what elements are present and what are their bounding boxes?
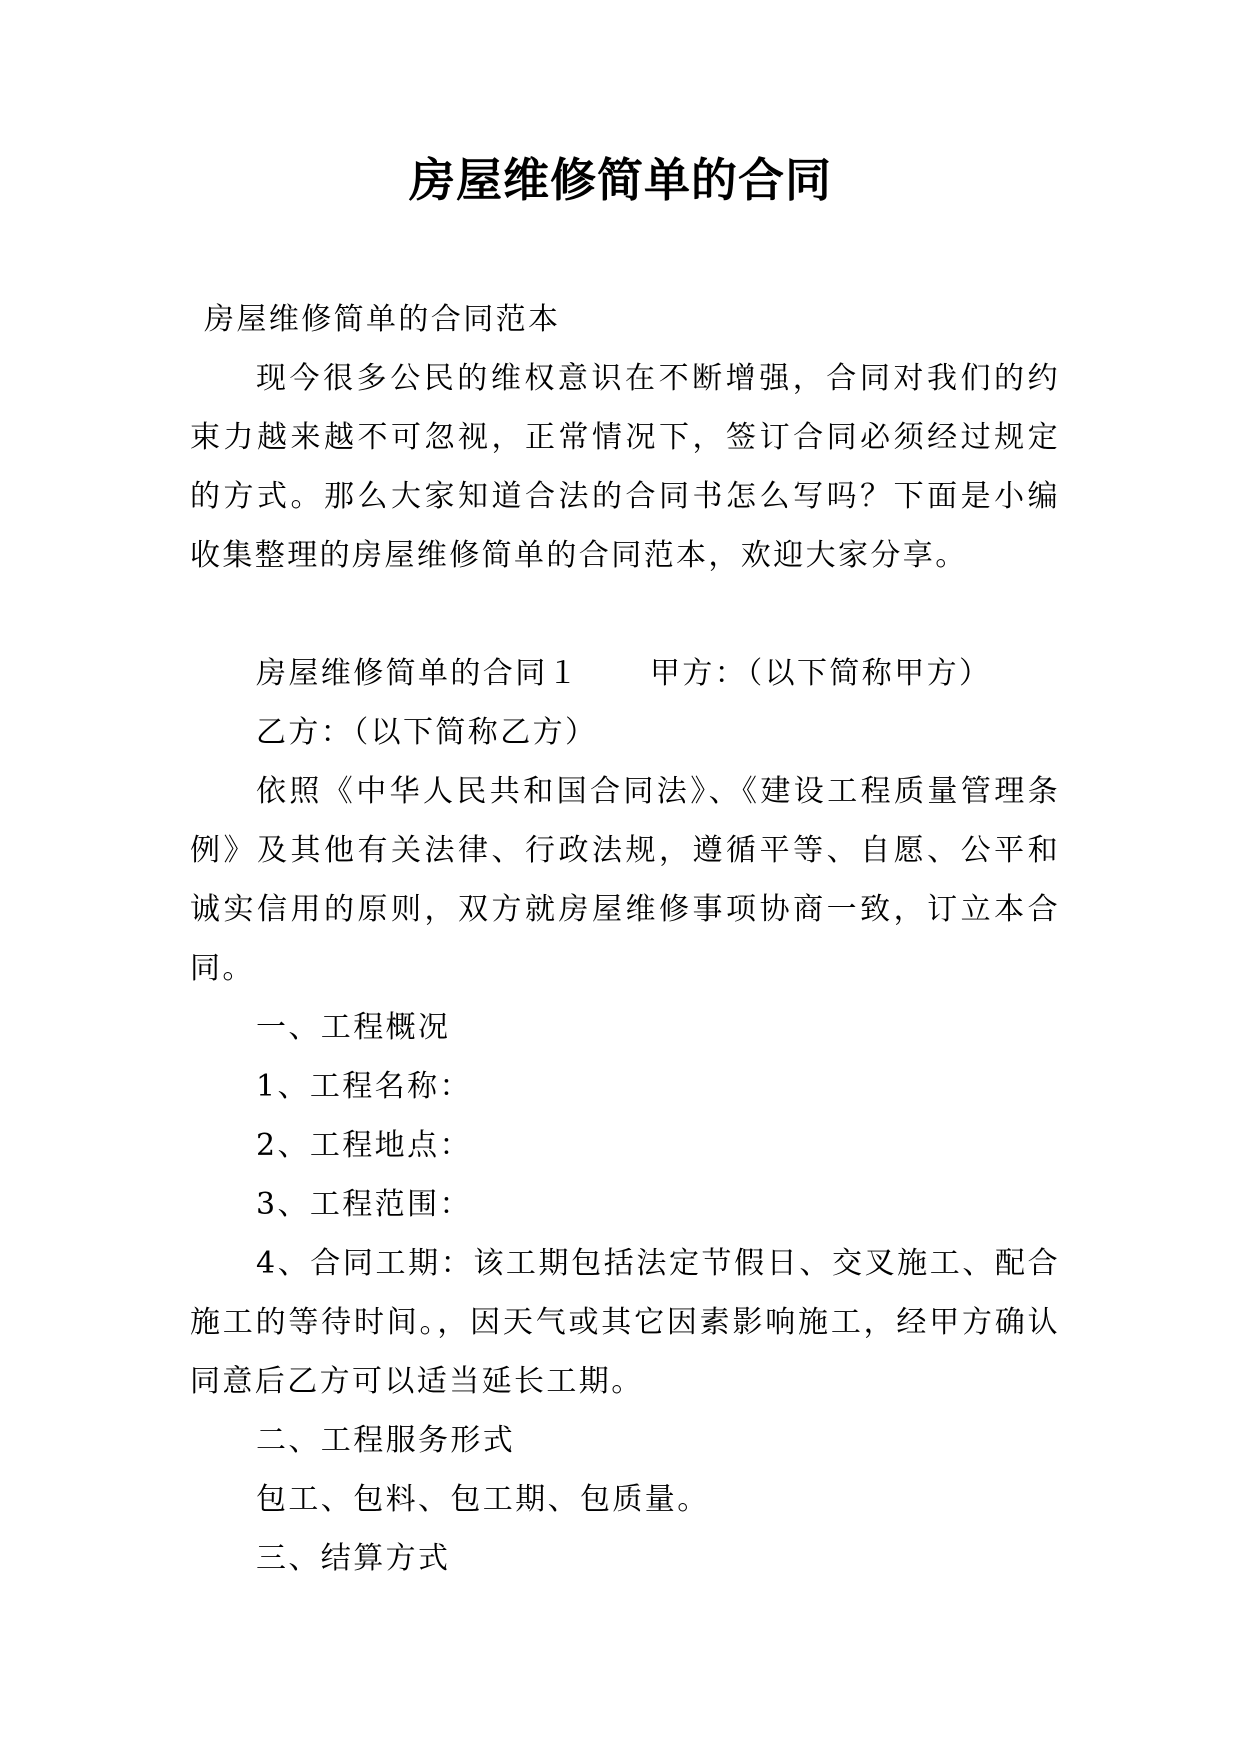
document-subtitle: 房屋维修简单的合同范本 <box>204 302 561 337</box>
document-title: 房屋维修简单的合同 <box>409 153 832 207</box>
party-a: 甲方：（以下简称甲方） <box>650 656 992 691</box>
document-body <box>190 290 1060 1588</box>
basis-paragraph: 依照《中华人民共和国合同法》、《建设工程质量管理条例》及其他有关法律、行政法规，遵循平等、自愿、公平和诚实信用的原则，双方就房屋维修事项协商一致，订立本合同。 <box>190 774 1060 986</box>
party-b: 乙方：（以下简称乙方） <box>256 715 598 750</box>
section-2-title: 二、工程服务形式 <box>256 1423 516 1458</box>
service-form: 包工、包料、包工期、包质量。 <box>256 1482 710 1517</box>
intro-paragraph: 现今很多公民的维权意识在不断增强，合同对我们的约束力越来越不可忽视，正常情况下，签订合同必须经过规定的方式。那么大家知道合法的合同书怎么写吗？下面是小编收集整理的房屋维修简单的合同范本，欢迎大家分享。 <box>190 361 1060 573</box>
section-3-title: 三、结算方式 <box>256 1541 451 1576</box>
contract-heading-line <box>190 644 1060 703</box>
item-contract-period: 4、合同工期：该工期包括法定节假日、交叉施工、配合施工的等待时间。，因天气或其它因素影响施工，经甲方确认同意后乙方可以适当延长工期。 <box>190 1246 1060 1399</box>
section-1-title: 一、工程概况 <box>256 1010 451 1045</box>
item-project-name: 1、工程名称： <box>256 1069 472 1104</box>
paragraph-spacer <box>190 585 1060 644</box>
item-project-scope: 3、工程范围： <box>256 1187 472 1222</box>
item-project-location: 2、工程地点： <box>256 1128 472 1163</box>
contract-heading: 房屋维修简单的合同１ <box>256 656 580 691</box>
